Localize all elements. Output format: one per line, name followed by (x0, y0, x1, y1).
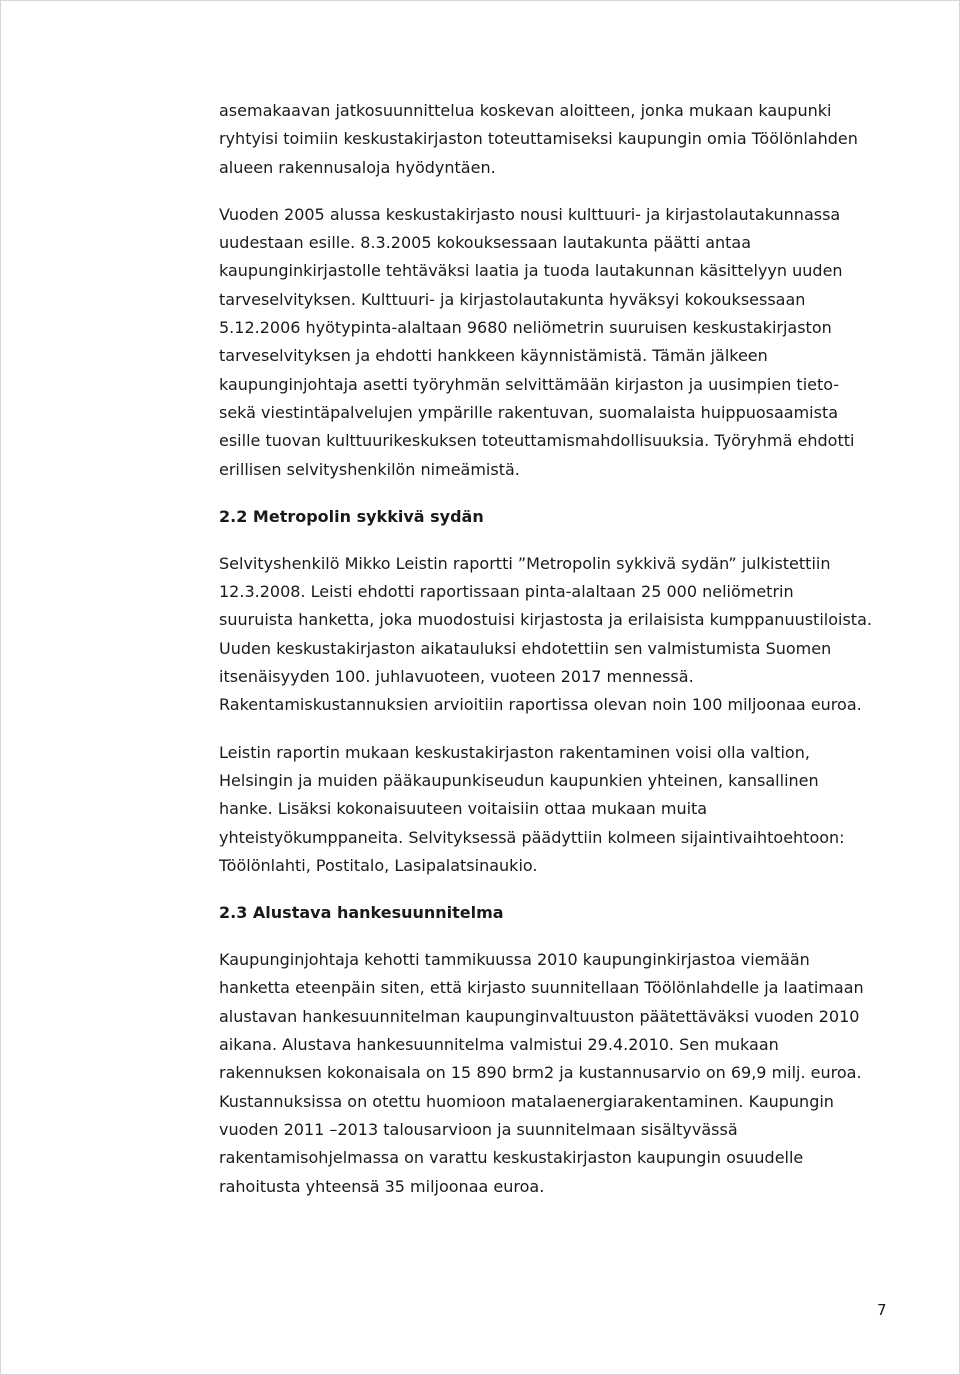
text-line: Vuoden 2005 alussa keskustakirjasto nousi kulttuuri- ja kirjastolautakunnassa (219, 204, 841, 224)
text-line: kaupunginkirjastolle tehtäväksi laatia ja tuoda lautakunnan käsittelyyn uuden (219, 261, 843, 281)
text-line: kaupunginjohtaja asetti työryhmän selvittämään kirjaston ja uusimpien tieto- (219, 374, 840, 394)
text-line: sekä viestintäpalvelujen ympärille rakentuvan, suomalaista huippuosaamista (219, 402, 839, 422)
paragraph-leisti-report (219, 550, 899, 720)
text-line: vuoden 2011 –2013 talousarvioon ja suunnitelmaan sisältyvässä (219, 1119, 738, 1139)
text-line: 5.12.2006 hyötypinta-alaltaan 9680 neliömetrin suuruisen keskustakirjaston (219, 318, 832, 338)
text-line: alueen rakennusaloja hyödyntäen. (219, 157, 496, 177)
text-line: rahoitusta yhteensä 35 miljoonaa euroa. (219, 1176, 545, 1196)
text-line: uudestaan esille. 8.3.2005 kokouksessaan lautakunta päätti antaa (219, 233, 752, 253)
paragraph-locations (219, 739, 899, 880)
text-line: esille tuovan kulttuurikeskuksen toteuttamismahdollisuuksia. Työryhmä ehdotti (219, 431, 855, 451)
text-line: rakennuksen kokonaisala on 15 890 brm2 ja kustannusarvio on 69,9 milj. euroa. (219, 1063, 862, 1083)
text-line: alustavan hankesuunnitelman kaupunginvaltuuston päätettäväksi vuoden 2010 (219, 1006, 860, 1026)
text-line: erillisen selvityshenkilön nimeämistä. (219, 459, 520, 479)
text-line: Kaupunginjohtaja kehotti tammikuussa 2010 kaupunginkirjastoa viemään (219, 950, 810, 970)
section-heading-2-3: 2.3 Alustava hankesuunnitelma (219, 903, 504, 923)
paragraph-gap (219, 880, 899, 899)
text-line: Helsingin ja muiden pääkaupunkiseudun kaupunkien yhteinen, kansallinen (219, 770, 819, 790)
text-line: Rakentamiskustannuksien arvioitiin raportissa olevan noin 100 miljoonaa euroa. (219, 695, 862, 715)
text-line: yhteistyökumppaneita. Selvityksessä päädyttiin kolmeen sijaintivaihtoehtoon: (219, 827, 845, 847)
text-line: Selvityshenkilö Mikko Leistin raportti ”Metropolin sykkivä sydän” julkistettiin (219, 553, 831, 573)
text-line: Uuden keskustakirjaston aikatauluksi ehdotettiin sen valmistumista Suomen (219, 638, 832, 658)
text-line: Kustannuksissa on otettu huomioon matalaenergiarakentaminen. Kaupungin (219, 1091, 834, 1111)
text-line: tarveselvityksen. Kulttuuri- ja kirjastolautakunta hyväksyi kokouksessaan (219, 289, 806, 309)
text-line: 12.3.2008. Leisti ehdotti raportissaan pinta-alaltaan 25 000 neliömetrin (219, 582, 794, 602)
text-line: Töölönlahti, Postitalo, Lasipalatsinaukio. (219, 855, 538, 875)
paragraph-gap (219, 484, 899, 503)
text-line: aikana. Alustava hankesuunnitelma valmistui 29.4.2010. Sen mukaan (219, 1035, 779, 1055)
text-line: hanke. Lisäksi kokonaisuuteen voitaisiin ottaa mukaan muita (219, 799, 708, 819)
text-line: rakentamisohjelmassa on varattu keskustakirjaston kaupungin osuudelle (219, 1148, 804, 1168)
text-line: Leistin raportin mukaan keskustakirjaston rakentaminen voisi olla valtion, (219, 742, 810, 762)
paragraph-gap (219, 531, 899, 550)
text-line: suuruista hanketta, joka muodostuisi kirjastosta ja erilaisista kumppanuustiloista. (219, 610, 872, 630)
text-line: ryhtyisi toimiin keskustakirjaston toteuttamiseksi kaupungin omia Töölönlahden (219, 129, 858, 149)
paragraph-intro-continued (219, 97, 899, 182)
text-line: hanketta eteenpäin siten, että kirjasto suunnitellaan Töölönlahdelle ja laatimaan (219, 978, 864, 998)
text-line: tarveselvityksen ja ehdotti hankkeen käynnistämistä. Tämän jälkeen (219, 346, 768, 366)
paragraph-gap (219, 927, 899, 946)
page-number: 7 (877, 1301, 887, 1319)
paragraph-project-plan (219, 946, 899, 1201)
text-line: itsenäisyyden 100. juhlavuoteen, vuoteen 2017 mennessä. (219, 667, 694, 687)
section-heading-2-2: 2.2 Metropolin sykkivä sydän (219, 506, 484, 526)
paragraph-gap (219, 720, 899, 739)
page-content (219, 97, 899, 1201)
paragraph-2005 (219, 201, 899, 484)
text-line: asemakaavan jatkosuunnittelua koskevan aloitteen, jonka mukaan kaupunki (219, 101, 832, 120)
paragraph-gap (219, 182, 899, 201)
